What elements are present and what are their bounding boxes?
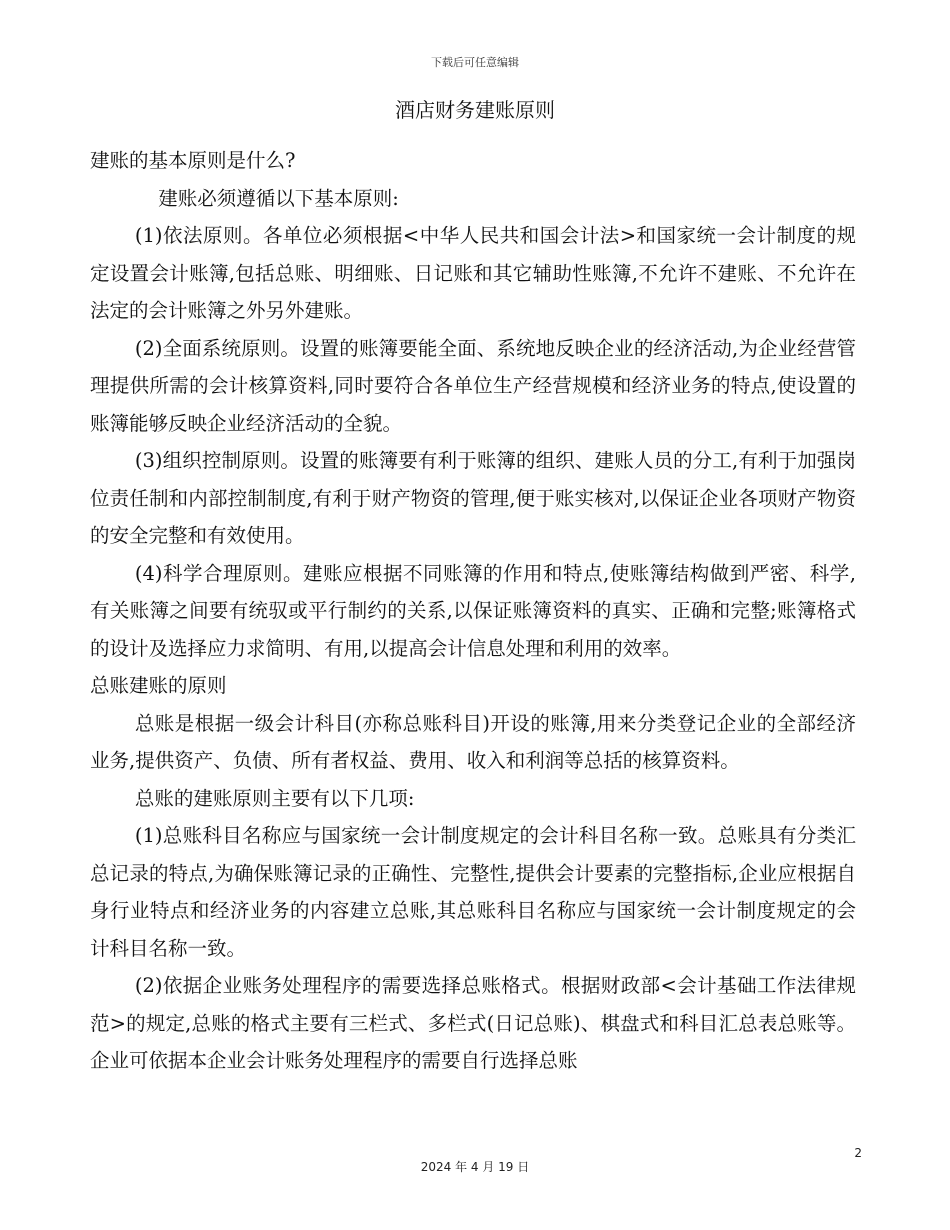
paragraph-principle-4: (4)科学合理原则。建账应根据不同账簿的作用和特点,使账簿结构做到严密、科学,有关账簿之间要有统驭或平行制约的关系,以保证账簿资料的真实、正确和完整;账簿格式的设计及选择应力求简明、有用,以提高会计信息处理和利用的效率。 bbox=[90, 561, 856, 660]
paragraph-general-ledger-intro: 总账的建账原则主要有以下几项: bbox=[134, 786, 415, 810]
paragraph-ledger-rule-1: (1)总账科目名称应与国家统一会计制度规定的会计科目名称一致。总账具有分类汇总记录的特点,为确保账簿记录的正确性、完整性,提供会计要素的完整指标,企业应根据自身行业特点和经济业务的内容建立总账,其总账科目名称应与国家统一会计制度规定的会计科目名称一致。 bbox=[90, 824, 856, 960]
section-heading-general-ledger: 总账建账的原则 bbox=[90, 674, 227, 697]
document-title: 酒店财务建账原则 bbox=[395, 98, 555, 122]
paragraph-intro: 建账必须遵循以下基本原则: bbox=[158, 186, 399, 210]
section-heading-basic-principles: 建账的基本原则是什么? bbox=[90, 149, 296, 172]
document-body bbox=[90, 142, 856, 1080]
paragraph-principle-1: (1)依法原则。各单位必须根据<中华人民共和国会计法>和国家统一会计制度的规定设置会计账簿,包括总账、明细账、日记账和其它辅助性账簿,不允许不建账、不允许在法定的会计账簿之外另外建账。 bbox=[90, 224, 856, 322]
paragraph-principle-3: (3)组织控制原则。设置的账簿要有利于账簿的组织、建账人员的分工,有利于加强岗位责任制和内部控制制度,有利于财产物资的管理,便于账实核对,以保证企业各项财产物资的安全完整和有效使用。 bbox=[90, 449, 856, 547]
paragraph-general-ledger-definition: 总账是根据一级会计科目(亦称总账科目)开设的账簿,用来分类登记企业的全部经济业务,提供资产、负债、所有者权益、费用、收入和利润等总括的核算资料。 bbox=[90, 711, 856, 772]
footer-date: 2024 年 4 月 19 日 bbox=[420, 1160, 530, 1174]
page-number: 2 bbox=[854, 1146, 862, 1160]
header-note: 下载后可任意编辑 bbox=[431, 56, 519, 69]
paragraph-ledger-rule-2: (2)依据企业账务处理程序的需要选择总账格式。根据财政部<会计基础工作法律规范>的规定,总账的格式主要有三栏式、多栏式(日记总账)、棋盘式和科目汇总表总账等。企业可依据本企业会计账务处理程序的需要自行选择总账 bbox=[90, 974, 856, 1072]
paragraph-principle-2: (2)全面系统原则。设置的账簿要能全面、系统地反映企业的经济活动,为企业经营管理提供所需的会计核算资料,同时要符合各单位生产经营规模和经济业务的特点,使设置的账簿能够反映企业经济活动的全貌。 bbox=[90, 336, 856, 435]
